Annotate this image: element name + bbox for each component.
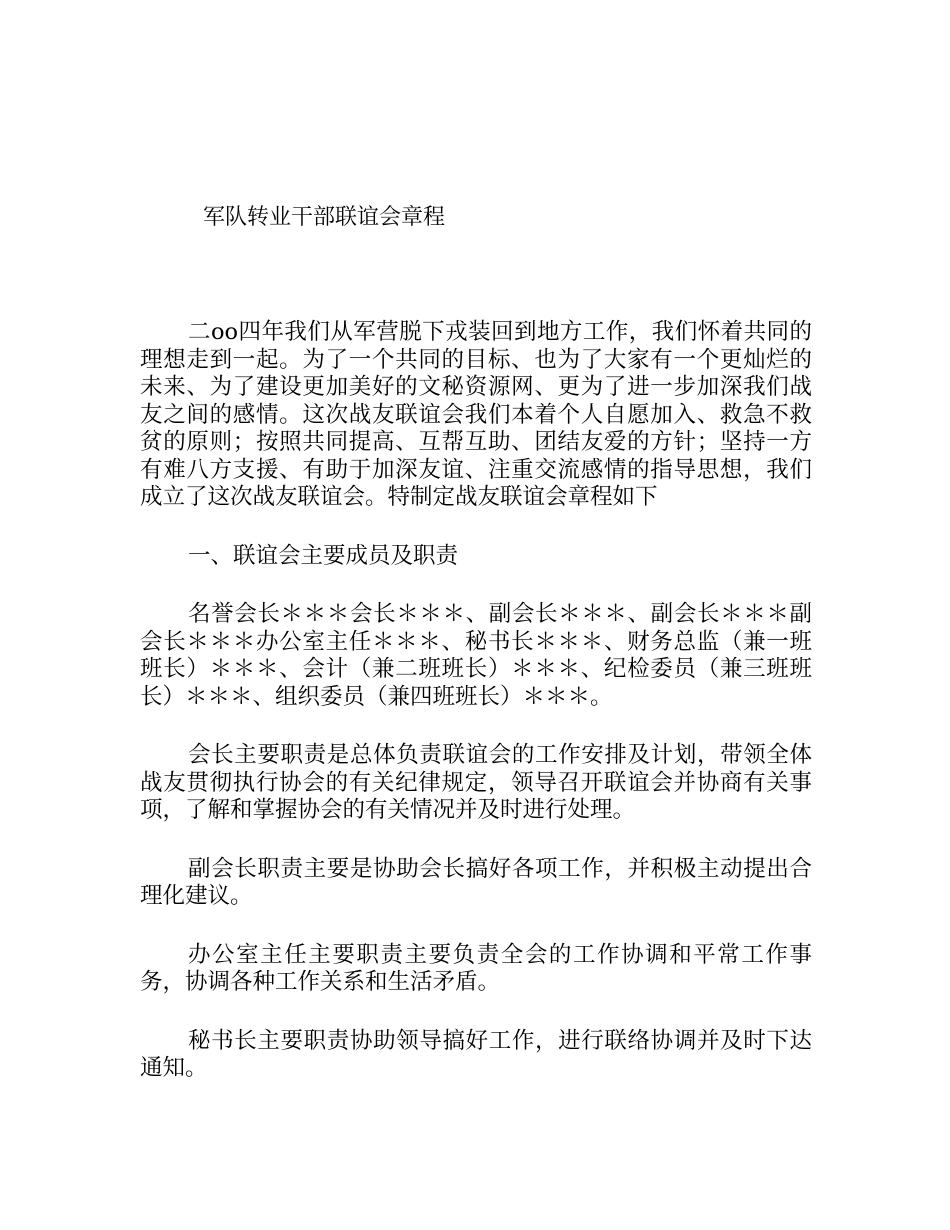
office-director-duties-paragraph: 办公室主任主要职责主要负责全会的工作协调和平常工作事务，协调各种工作关系和生活矛盾。 (140, 941, 812, 995)
intro-paragraph: 二oo四年我们从军营脱下戎装回到地方工作，我们怀着共同的理想走到一起。为了一个共同的目标、也为了大家有一个更灿烂的未来、为了建设更加美好的文秘资源网、更为了进一步加深我们战友之间的感情。这次战友联谊会我们本着个人自愿加入、救急不救贫的原则；按照共同提高、互帮互助、团结友爱的方针；坚持一方有难八方支援、有助于加深友谊、注重交流感情的指导思想，我们成立了这次战友联谊会。特制定战友联谊会章程如下 (140, 319, 812, 510)
secretary-duties-paragraph: 秘书长主要职责协助领导搞好工作，进行联络协调并及时下达通知。 (140, 1027, 812, 1081)
document-title: 军队转业干部联谊会章程 (203, 205, 446, 230)
document-body (140, 319, 812, 1114)
vice-president-duties-paragraph: 副会长职责主要是协助会长搞好各项工作，并积极主动提出合理化建议。 (140, 855, 812, 909)
section-heading-members: 一、联谊会主要成员及职责 (188, 542, 459, 569)
members-paragraph: 名誉会长＊＊＊会长＊＊＊、副会长＊＊＊、副会长＊＊＊副会长＊＊＊办公室主任＊＊＊、秘书长＊＊＊、财务总监（兼一班班长）＊＊＊、会计（兼二班班长）＊＊＊、纪检委员（兼三班班长）＊＊＊、组织委员（兼四班班长）＊＊＊。 (140, 601, 812, 710)
president-duties-paragraph: 会长主要职责是总体负责联谊会的工作安排及计划，带领全体战友贯彻执行协会的有关纪律规定，领导召开联谊会并协商有关事项，了解和掌握协会的有关情况并及时进行处理。 (140, 742, 812, 823)
